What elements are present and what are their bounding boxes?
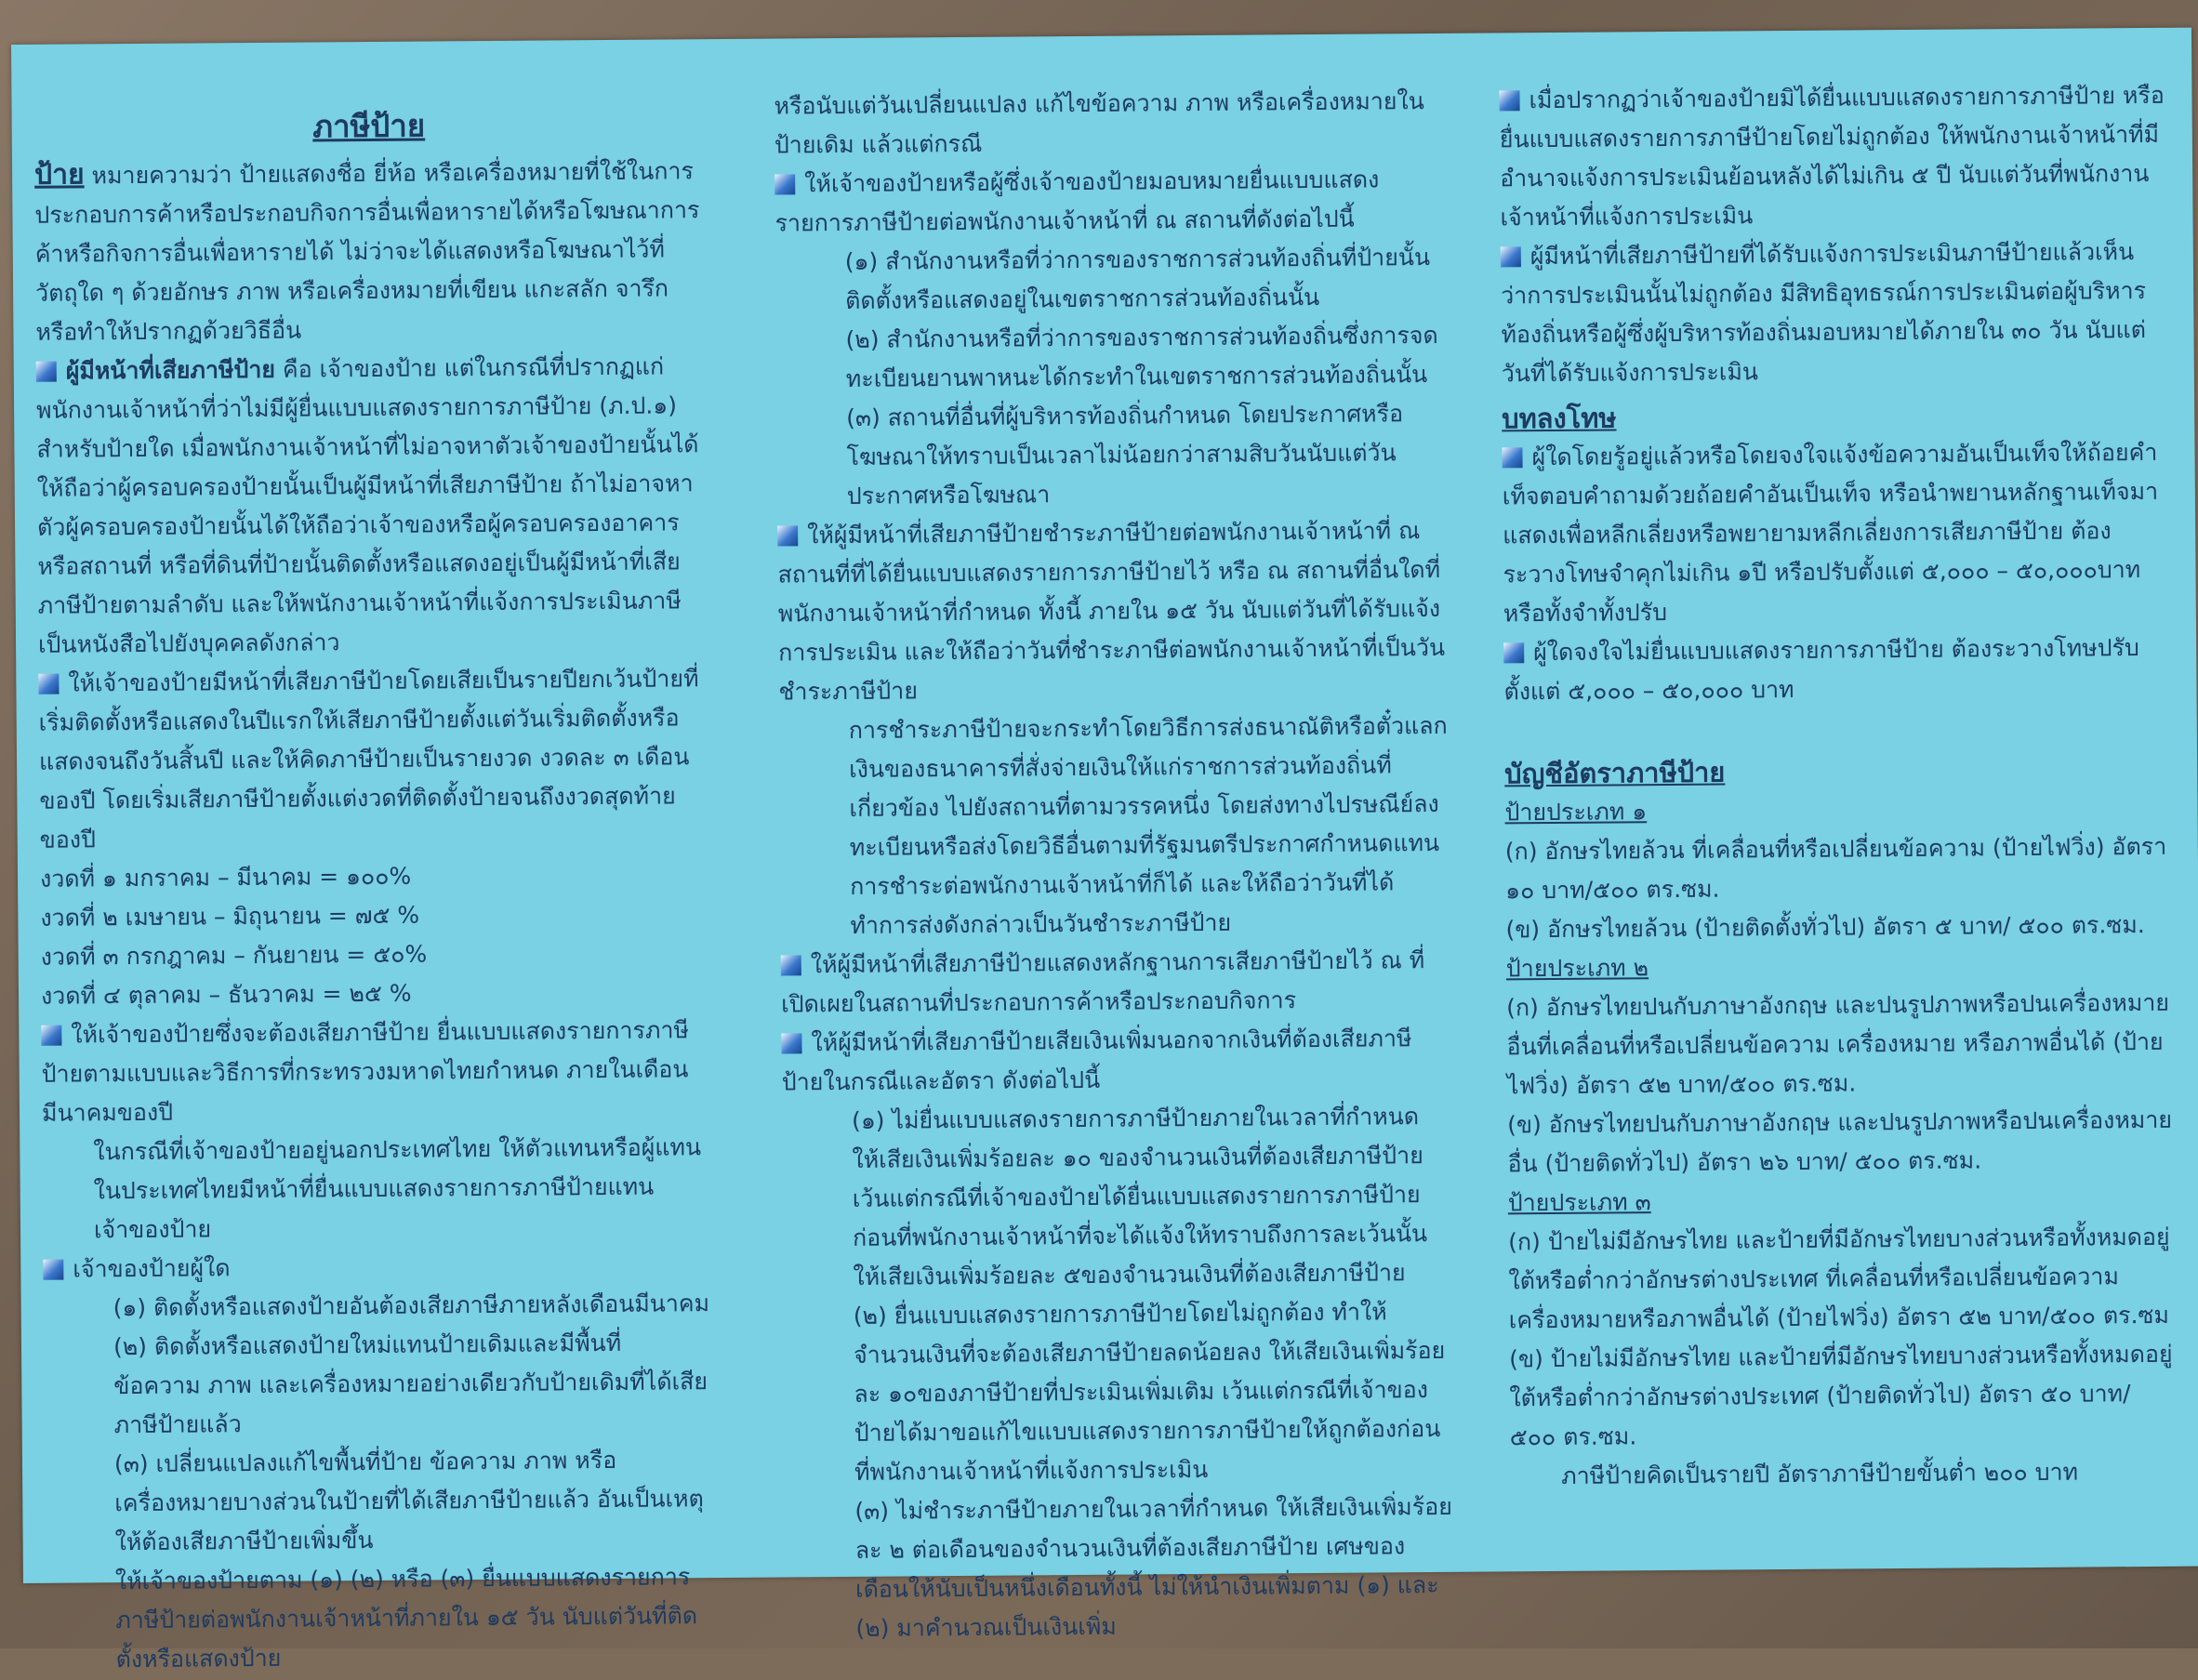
filing-text: ให้เจ้าของป้ายซึ่งจะต้องเสียภาษีป้าย ยื่นแบบแสดงรายการภาษีป้ายตามแบบและวิธีการที่กระทรวงมหาดไทยกำหนด ภายในเดือนมีนาคมของปี — [41, 1016, 690, 1127]
place-item: (๒) สำนักงานหรือที่ว่าการของราชการส่วนท้องถิ่นซึ่งการจดทะเบียนยานพาหนะได้กระทำในเขตราชการส่วนท้องถิ่นนั้น — [845, 321, 1438, 392]
penalty-paragraph — [1502, 433, 2173, 634]
yearly-tax-paragraph — [38, 659, 709, 860]
period-item: งวดที่ ๒ เมษายน – มิถุนายน = ๗๕ % — [40, 901, 420, 932]
penalty-text: ผู้ใดจงใจไม่ยื่นแบบแสดงรายการภาษีป้าย ต้องระวางโทษปรับตั้งแต่ ๕,๐๐๐ – ๕๐,๐๐๐ บาท — [1503, 634, 2139, 706]
evidence-paragraph — [781, 941, 1451, 1025]
rate-item: (ข) อักษรไทยปนกับภาษาอังกฤษ และปนรูปภาพหรือปนเครื่องหมายอื่น (ป้ายติดทั่วไป) อัตรา ๒๖ บาท/ ๕๐๐ ตร.ซม. — [1507, 1105, 2173, 1178]
yearly-tax-text: ให้เจ้าของป้ายมีหน้าที่เสียภาษีป้ายโดยเสียเป็นรายปียกเว้นป้ายที่เริ่มติดตั้งหรือแสดงในปีแรกให้เสียภาษีป้ายตั้งแต่วันเริ่มติดตั้งหรือแสดงจนถึงวันสิ้นปี และให้คิดภาษีป้ายเป็นรายงวด งวดละ ๓ เดือนของปี โดยเริ่มเสียภาษีป้ายตั้งแต่งวดที่ติดตั้งป้ายจนถึงงวดสุดท้ายของปี — [38, 665, 699, 853]
minimum-rate-note: ภาษีป้ายคิดเป็นรายปี อัตราภาษีป้ายขั้นต่ำ ๒๐๐ บาท — [1561, 1458, 2079, 1489]
surcharge-paragraph — [781, 1019, 1451, 1103]
surcharge-item: (๑) ไม่ยื่นแบบแสดงรายการภาษีป้ายภายในเวลาที่กำหนด ให้เสียเงินเพิ่มร้อยละ ๑๐ ของจำนวนเงินที่ต้องเสียภาษีป้าย เว้นแต่กรณีที่เจ้าของป้ายได้ยื่นแบบแสดงรายการภาษีป้ายก่อนที่พนักงานเจ้าหน้าที่จะได้แจ้งให้ทราบถึงการละเว้นนั้นให้เสียเงินเพิ่มร้อยละ ๕ของจำนวนเงินที่ต้องเสียภาษีป้าย — [852, 1103, 1428, 1290]
sign-type-label: ป้ายประเภท ๒ — [1505, 954, 1649, 983]
square-bullet-icon — [1502, 447, 1522, 468]
penalty-heading: บทลงโทษ — [1502, 402, 1617, 435]
rate-item: (ก) อักษรไทยปนกับภาษาอังกฤษ และปนรูปภาพหรือปนเครื่องหมายอื่นที่เคลื่อนที่หรือเปลี่ยนข้อความ เครื่องหมาย หรือภาพอื่นได้ (ป้ายไฟวิ่ง) อัตรา ๕๒ บาท/๕๐๐ ตร.ซม. — [1506, 988, 2170, 1100]
column-left — [33, 39, 716, 1680]
rate-table-heading: บัญชีอัตราภาษีป้าย — [1504, 756, 1726, 790]
evidence-text: ให้ผู้มีหน้าที่เสียภาษีป้ายแสดงหลักฐานการเสียภาษีป้ายไว้ ณ ที่เปิดเผยในสถานที่ประกอบการค้าหรือประกอบกิจการ — [781, 946, 1425, 1018]
square-bullet-icon — [781, 955, 801, 975]
rate-item: (ข) ป้ายไม่มีอักษรไทย และป้ายที่มีอักษรไทยบางส่วนหรือทั้งหมดอยู่ใต้หรือต่ำกว่าอักษรต่างประเทศ (ป้ายติดทั่วไป) อัตรา ๕๐ บาท/ ๕๐๐ ตร.ซม. — [1509, 1340, 2173, 1451]
square-bullet-icon — [36, 362, 57, 382]
rate-item: (ก) อักษรไทยล้วน ที่เคลื่อนที่หรือเปลี่ยนข้อความ (ป้ายไฟวิ่ง) อัตรา ๑๐ บาท/๕๐๐ ตร.ซม. — [1504, 832, 2167, 905]
square-bullet-icon — [1503, 642, 1524, 663]
column-middle — [774, 82, 1455, 1649]
place-item: (๓) สถานที่อื่นที่ผู้บริหารท้องถิ่นกำหนด โดยประกาศหรือโฆษณาให้ทราบเป็นเวลาไม่น้อยกว่าสามสิบวันนับแต่วันประกาศหรือโฆษณา — [846, 400, 1404, 509]
place-item: (๑) สำนักงานหรือที่ว่าการของราชการส่วนท้องถิ่นที่ป้ายนั้นติดตั้งหรือแสดงอยู่ในเขตราชการส่วนท้องถิ่นนั้น — [844, 244, 1431, 314]
rate-item: (ก) ป้ายไม่มีอักษรไทย และป้ายที่มีอักษรไทยบางส่วนหรือทั้งหมดอยู่ใต้หรือต่ำกว่าอักษรต่างประเทศ ที่เคลื่อนที่หรือเปลี่ยนข้อความ เครื่องหมายหรือภาพอื่นได้ (ป้ายไฟวิ่ง) อัตรา ๕๒ บาท/๕๐๐ ตร.ซม — [1508, 1223, 2170, 1334]
owner-heading-text: เจ้าของป้ายผู้ใด — [73, 1254, 231, 1283]
sign-type-label: ป้ายประเภท ๑ — [1504, 798, 1648, 827]
continuation-paragraph: หรือนับแต่วันเปลี่ยนแปลง แก้ไขข้อความ ภาพ หรือเครื่องหมายในป้ายเดิม แล้วแต่กรณี — [774, 87, 1424, 159]
rate-item: (ข) อักษรไทยล้วน (ป้ายติดตั้งทั่วไป) อัตรา ๕ บาท/ ๕๐๐ ตร.ซม. — [1505, 911, 2145, 944]
definition-paragraph — [34, 151, 706, 352]
period-item: งวดที่ ๓ กรกฎาคม – กันยายน = ๕๐% — [40, 940, 428, 971]
surcharge-item: (๓) ไม่ชำระภาษีป้ายภายในเวลาที่กำหนด ให้เสียเงินเพิ่มร้อยละ ๒ ต่อเดือนของจำนวนเงินที่ต้องเสียภาษีป้าย เศษของเดือนให้นับเป็นหนึ่งเดือนทั้งนี้ ไม่ให้นำเงินเพิ่มตาม (๑) และ (๒) มาคำนวณเป็นเงินเพิ่ม — [854, 1492, 1452, 1642]
retro-assessment-text: เมื่อปรากฏว่าเจ้าของป้ายมิได้ยื่นแบบแสดงรายการภาษีป้าย หรือยื่นแบบแสดงรายการภาษีป้ายโดยไม่ถูกต้อง ให้พนักงานเจ้าหน้าที่มีอำนาจแจ้งการประเมินย้อนหลังได้ไม่เกิน ๕ ปี นับแต่วันที่พนักงานเจ้าหน้าที่แจ้งการประเมิน — [1499, 81, 2165, 231]
owner-item: (๓) เปลี่ยนแปลงแก้ไขพื้นที่ป้าย ข้อความ ภาพ หรือเครื่องหมายบางส่วนในป้ายที่ได้เสียภาษีป้ายแล้ว อันเป็นเหตุให้ต้องเสียภาษีป้ายเพิ่มขึ้น — [113, 1446, 704, 1556]
square-bullet-icon — [1499, 90, 1519, 111]
square-bullet-icon — [775, 174, 795, 194]
taxpayer-text: คือ เจ้าของป้าย แต่ในกรณีที่ปรากฏแก่พนักงานเจ้าหน้าที่ว่าไม่มีผู้ยื่นแบบแสดงรายการภาษีป้าย (ภ.ป.๑) สำหรับป้ายใด เมื่อพนักงานเจ้าหน้าที่ไม่อาจหาตัวเจ้าของป้ายนั้นได้ ให้ถือว่าผู้ครอบครองป้ายนั้นเป็นผู้มีหน้าที่เสียภาษีป้าย ถ้าไม่อาจหาตัวผู้ครอบครองป้ายนั้นได้ให้ถือว่าเจ้าของหรือผู้ครอบครองอาคาร หรือสถานที่ หรือที่ดินที่ป้ายนั้นติดตั้งหรือแสดงอยู่เป็นผู้มีหน้าที่เสียภาษีป้ายตามลำดับ และให้พนักงานเจ้าหน้าที่แจ้งการประเมินภาษีเป็นหนังสือไปยังบุคคลดังกล่าว — [35, 352, 699, 658]
square-bullet-icon — [41, 1025, 61, 1046]
brochure-sheet — [11, 28, 2198, 1673]
period-item: งวดที่ ๑ มกราคม – มีนาคม = ๑๐๐% — [39, 862, 412, 893]
penalty-text: ผู้ใดโดยรู้อยู่แล้วหรือโดยจงใจแจ้งข้อความอันเป็นเท็จให้ถ้อยคำเท็จตอบคำถามด้วยถ้อยคำอันเป็นเท็จ หรือนำพยานหลักฐานเท็จมาแสดงเพื่อหลีกเลี่ยงหรือพยายามหลีกเลี่ยงการเสียภาษีป้าย ต้องระวางโทษจำคุกไม่เกิน ๑ปี หรือปรับตั้งแต่ ๕,๐๐๐ – ๕๐,๐๐๐บาท หรือทั้งจำทั้งปรับ — [1502, 438, 2159, 628]
definition-text: หมายความว่า ป้ายแสดงชื่อ ยี่ห้อ หรือเครื่องหมายที่ใช้ในการประกอบการค้าหรือประกอบกิจการอื่นเพื่อหารายได้หรือโฆษณาการค้าหรือกิจการอื่นเพื่อหารายได้ ไม่ว่าจะได้แสดงหรือโฆษณาไว้ที่วัตถุใด ๆ ด้วยอักษร ภาพ หรือเครื่องหมายที่เขียน แกะสลัก จารึกหรือทำให้ปรากฏด้วยวิธีอื่น — [34, 157, 700, 346]
owner-heading — [43, 1245, 712, 1290]
filing-paragraph — [41, 1011, 711, 1133]
penalty-paragraph — [1503, 628, 2174, 712]
payment-method-paragraph: การชำระภาษีป้ายจะกระทำโดยวิธีการส่งธนาณัติหรือตั๋วแลกเงินของธนาคารที่สั่งจ่ายเงินให้แก่ราชการส่วนท้องถิ่นที่เกี่ยวข้อง ไปยังสถานที่ตามวรรคหนึ่ง โดยส่งทางไปรษณีย์ลงทะเบียนหรือส่งโดยวิธีอื่นตามที่รัฐมนตรีประกาศกำหนดแทนการชำระต่อพนักงานเจ้าหน้าที่ก็ได้ และให้ถือว่าวันที่ได้ทำการส่งดังกล่าวเป็นวันชำระภาษีป้าย — [848, 711, 1448, 939]
taxpayer-term: ผู้มีหน้าที่เสียภาษีป้าย — [65, 355, 276, 385]
delegate-text: ให้เจ้าของป้ายหรือผู้ซึ่งเจ้าของป้ายมอบหมายยื่นแบบแสดงรายการภาษีป้ายต่อพนักงานเจ้าหน้าที่ ณ สถานที่ดังต่อไปนี้ — [775, 165, 1380, 237]
brochure-title: ภาษีป้าย — [312, 107, 426, 145]
square-bullet-icon — [777, 525, 798, 546]
owner-item: (๒) ติดตั้งหรือแสดงป้ายใหม่แทนป้ายเดิมและมีพื้นที่ ข้อความ ภาพ และเครื่องหมายอย่างเดียวกับป้ายเดิมที่ได้เสียภาษีป้ายแล้ว — [113, 1329, 708, 1439]
taxpayer-paragraph — [36, 347, 708, 665]
period-item: งวดที่ ๔ ตุลาคม – ธันวาคม = ๒๕ % — [40, 979, 412, 1010]
payment-text: ให้ผู้มีหน้าที่เสียภาษีป้ายชำระภาษีป้ายต่อพนักงานเจ้าหน้าที่ ณ สถานที่ที่ได้ยื่นแบบแสดงรายการภาษีป้ายไว้ หรือ ณ สถานที่อื่นใดที่พนักงานเจ้าหน้าที่กำหนด ทั้งนี้ ภายใน ๑๕ วัน นับแต่วันที่ได้รับแจ้งการประเมิน และให้ถือว่าวันที่ชำระภาษีต่อพนักงานเจ้าหน้าที่เป็นวันชำระภาษีป้าย — [777, 517, 1446, 706]
appeal-text: ผู้มีหน้าที่เสียภาษีป้ายที่ได้รับแจ้งการประเมินภาษีป้ายแล้วเห็นว่าการประเมินนั้นไม่ถูกต้อง มีสิทธิอุทธรณ์การประเมินต่อผู้บริหารท้องถิ่นหรือผู้ซึ่งผู้บริหารท้องถิ่นมอบหมายได้ภายใน ๓๐ วัน นับแต่วันที่ได้รับแจ้งการประเมิน — [1501, 238, 2147, 388]
square-bullet-icon — [1501, 246, 1521, 267]
retro-assessment-paragraph — [1499, 76, 2169, 238]
appeal-paragraph — [1501, 232, 2171, 394]
surcharge-item: (๒) ยื่นแบบแสดงรายการภาษีป้ายโดยไม่ถูกต้อง ทำให้จำนวนเงินที่จะต้องเสียภาษีป้ายลดน้อยลง ให้เสียเงินเพิ่มร้อยละ ๑๐ของภาษีป้ายที่ประเมินเพิ่มเติม เว้นแต่กรณีที่เจ้าของป้ายได้มาขอแก้ไขแบบแสดงรายการภาษีป้ายให้ถูกต้องก่อนที่พนักงานเจ้าหน้าที่แจ้งการประเมิน — [853, 1298, 1446, 1486]
column-right — [1499, 76, 2179, 1497]
sign-type-label: ป้ายประเภท ๓ — [1507, 1188, 1651, 1217]
owner-filing-paragraph: ให้เจ้าของป้ายตาม (๑) (๒) หรือ (๓) ยื่นแบบแสดงรายการภาษีป้ายต่อพนักงานเจ้าหน้าที่ภายใน ๑๕ วัน นับแต่วันที่ติดตั้งหรือแสดงป้าย — [114, 1563, 698, 1673]
abroad-paragraph: ในกรณีที่เจ้าของป้ายอยู่นอกประเทศไทย ให้ตัวแทนหรือผู้แทนในประเทศไทยมีหน้าที่ยื่นแบบแสดงรายการภาษีป้ายแทนเจ้าของป้าย — [93, 1133, 702, 1244]
square-bullet-icon — [43, 1260, 63, 1280]
payment-paragraph — [777, 511, 1449, 712]
definition-term: ป้าย — [33, 158, 85, 192]
square-bullet-icon — [38, 674, 59, 694]
owner-item: (๑) ติดตั้งหรือแสดงป้ายอันต้องเสียภาษีภายหลังเดือนมีนาคม — [113, 1290, 710, 1322]
square-bullet-icon — [781, 1033, 801, 1053]
surcharge-text: ให้ผู้มีหน้าที่เสียภาษีป้ายเสียเงินเพิ่มนอกจากเงินที่ต้องเสียภาษีป้ายในกรณีและอัตรา ดังต่อไปนี้ — [781, 1025, 1412, 1096]
delegate-paragraph — [775, 160, 1445, 244]
